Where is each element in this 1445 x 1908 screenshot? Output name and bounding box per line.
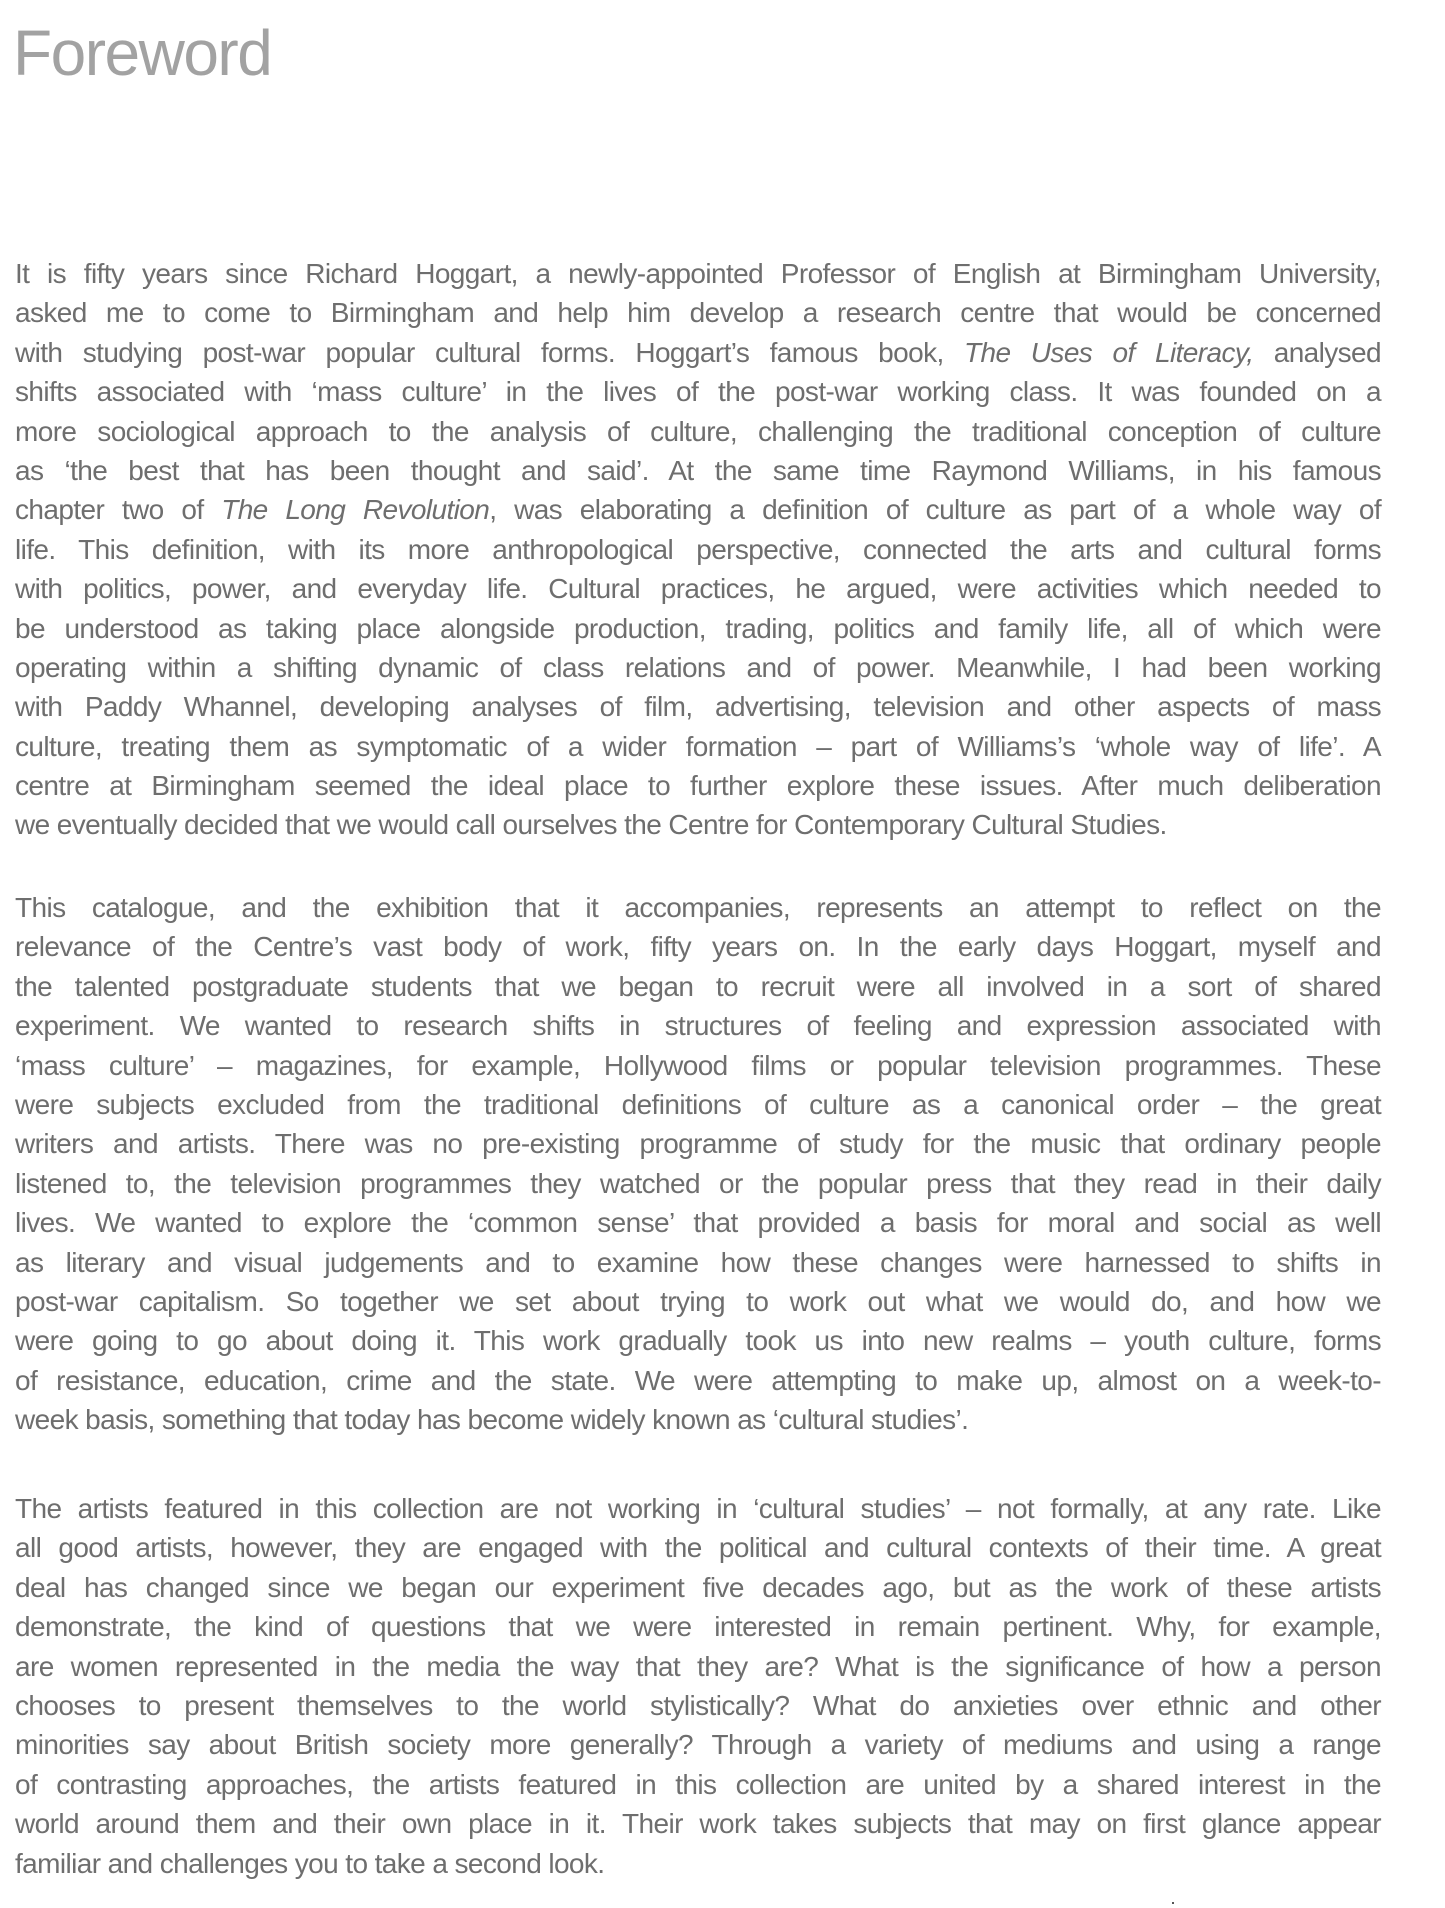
text-line-content bbox=[15, 494, 1381, 525]
text-line bbox=[15, 1489, 1381, 1528]
text-line bbox=[15, 766, 1381, 805]
text-line bbox=[15, 687, 1381, 726]
text-line bbox=[15, 1006, 1381, 1045]
text-line bbox=[15, 1085, 1381, 1124]
text-line bbox=[15, 1046, 1381, 1085]
text-line-content: familiar and challenges you to take a second look. bbox=[15, 1847, 605, 1879]
text-line-content: centre at Birmingham seemed the ideal place to further explore these issues. After much deliberation bbox=[15, 770, 1381, 802]
paragraph-2 bbox=[15, 888, 1381, 1439]
text-line bbox=[15, 1647, 1381, 1686]
text-segment: chapter two of bbox=[15, 494, 222, 526]
text-line bbox=[15, 530, 1381, 569]
text-line-content: shifts associated with ‘mass culture’ in the lives of the post-war working class. It was founded on a bbox=[15, 376, 1381, 408]
text-line-content: we eventually decided that we would call ourselves the Centre for Contemporary Cultural Studies. bbox=[15, 809, 1167, 841]
text-line-content: week basis, something that today has become widely known as ‘cultural studies’. bbox=[15, 1404, 969, 1436]
text-line bbox=[15, 1844, 1381, 1883]
text-line-content: asked me to come to Birmingham and help him develop a research centre that would be concerned bbox=[15, 297, 1381, 329]
text-line bbox=[15, 1400, 1381, 1439]
book-title: The Uses of Literacy, bbox=[964, 336, 1254, 368]
text-line-content: of resistance, education, crime and the state. We were attempting to make up, almost on a week-to- bbox=[15, 1364, 1381, 1396]
text-line-content: life. This definition, with its more anthropological perspective, connected the arts and cultural forms bbox=[15, 533, 1381, 565]
text-line-content: deal has changed since we began our experiment five decades ago, but as the work of these artists bbox=[15, 1571, 1381, 1603]
text-line bbox=[15, 1124, 1381, 1163]
text-line bbox=[15, 727, 1381, 766]
text-line-content: operating within a shifting dynamic of class relations and of power. Meanwhile, I had been working bbox=[15, 651, 1381, 683]
text-line bbox=[15, 888, 1381, 927]
text-line bbox=[15, 1321, 1381, 1360]
text-line bbox=[15, 569, 1381, 608]
text-line-content: are women represented in the media the way that they are? What is the significance of how a person bbox=[15, 1650, 1381, 1682]
text-line-content: more sociological approach to the analysis of culture, challenging the traditional conception of culture bbox=[15, 415, 1381, 447]
text-line-content: be understood as taking place alongside production, trading, politics and family life, all of which were bbox=[15, 612, 1381, 644]
text-line-content: experiment. We wanted to research shifts in structures of feeling and expression associated with bbox=[15, 1010, 1381, 1042]
text-line bbox=[15, 372, 1381, 411]
text-line bbox=[15, 1203, 1381, 1242]
text-line bbox=[15, 293, 1381, 332]
text-line bbox=[15, 927, 1381, 966]
text-line-content: of contrasting approaches, the artists featured in this collection are united by a shared interest in the bbox=[15, 1768, 1381, 1800]
text-line-content: relevance of the Centre’s vast body of work, fifty years on. In the early days Hoggart, myself and bbox=[15, 931, 1381, 963]
text-line bbox=[15, 1725, 1381, 1764]
text-line bbox=[15, 1164, 1381, 1203]
text-line-content: demonstrate, the kind of questions that we were interested in remain pertinent. Why, for example, bbox=[15, 1611, 1381, 1643]
text-line-content: ‘mass culture’ – magazines, for example, Hollywood films or popular television programmes. These bbox=[15, 1049, 1381, 1081]
text-line bbox=[15, 333, 1381, 372]
text-line bbox=[15, 1804, 1381, 1843]
text-line bbox=[15, 254, 1381, 293]
text-segment: , was elaborating a definition of culture as part of a whole way of bbox=[489, 494, 1382, 526]
text-line bbox=[15, 1607, 1381, 1646]
text-line bbox=[15, 412, 1381, 451]
paragraph-1 bbox=[15, 254, 1381, 845]
text-line bbox=[15, 1361, 1381, 1400]
text-line-content: with politics, power, and everyday life. Cultural practices, he argued, were activities which needed to bbox=[15, 573, 1381, 605]
text-line-content bbox=[15, 337, 1381, 368]
text-line-content: lives. We wanted to explore the ‘common sense’ that provided a basis for moral and social as well bbox=[15, 1207, 1381, 1239]
text-line-content: minorities say about British society more generally? Through a variety of mediums and using a range bbox=[15, 1729, 1381, 1761]
text-line-content: It is fifty years since Richard Hoggart, a newly-appointed Professor of English at Birmingham University, bbox=[15, 258, 1381, 289]
text-segment: analysed bbox=[1253, 336, 1381, 368]
text-line-content: all good artists, however, they are engaged with the political and cultural contexts of their time. A great bbox=[15, 1532, 1381, 1564]
text-line-content: world around them and their own place in it. Their work takes subjects that may on first glance appear bbox=[15, 1808, 1381, 1840]
text-line-content: as ‘the best that has been thought and said’. At the same time Raymond Williams, in his famous bbox=[15, 454, 1381, 486]
text-line bbox=[15, 967, 1381, 1006]
text-line bbox=[15, 1765, 1381, 1804]
page-title: Foreword bbox=[13, 17, 272, 89]
text-line bbox=[15, 1568, 1381, 1607]
text-line-content: post-war capitalism. So together we set about trying to work out what we would do, and how we bbox=[15, 1285, 1381, 1317]
text-line bbox=[15, 490, 1381, 529]
book-title: The Long Revolution bbox=[221, 494, 490, 526]
text-line bbox=[15, 1528, 1381, 1567]
text-line-content: were going to go about doing it. This work gradually took us into new realms – youth culture, forms bbox=[15, 1325, 1381, 1357]
text-line-content: culture, treating them as symptomatic of a wider formation – part of Williams’s ‘whole way of life’. A bbox=[15, 730, 1381, 762]
text-segment: with studying post-war popular cultural forms. Hoggart’s famous book, bbox=[15, 336, 965, 368]
text-line-content: listened to, the television programmes they watched or the popular press that they read in their daily bbox=[15, 1167, 1381, 1199]
text-line-content: with Paddy Whannel, developing analyses of film, advertising, television and other aspects of mass bbox=[15, 691, 1381, 723]
text-line bbox=[15, 648, 1381, 687]
text-line bbox=[15, 609, 1381, 648]
text-line-content: The artists featured in this collection are not working in ‘cultural studies’ – not formally, at any rate. Like bbox=[15, 1493, 1381, 1524]
text-line bbox=[15, 1243, 1381, 1282]
text-line-content: the talented postgraduate students that we began to recruit were all involved in a sort of shared bbox=[15, 970, 1381, 1002]
text-line-content: as literary and visual judgements and to examine how these changes were harnessed to shifts in bbox=[15, 1246, 1381, 1278]
text-line bbox=[15, 805, 1381, 844]
paragraph-3 bbox=[15, 1489, 1381, 1883]
text-line bbox=[15, 451, 1381, 490]
text-line-content: This catalogue, and the exhibition that it accompanies, represents an attempt to reflect on the bbox=[15, 892, 1381, 923]
text-line-content: were subjects excluded from the traditional definitions of culture as a canonical order – the great bbox=[15, 1088, 1381, 1120]
text-line bbox=[15, 1686, 1381, 1725]
print-speck bbox=[1172, 1902, 1174, 1904]
text-line bbox=[15, 1282, 1381, 1321]
text-line-content: writers and artists. There was no pre-existing programme of study for the music that ordinary people bbox=[15, 1128, 1381, 1160]
text-line-content: chooses to present themselves to the world stylistically? What do anxieties over ethnic and other bbox=[15, 1689, 1381, 1721]
